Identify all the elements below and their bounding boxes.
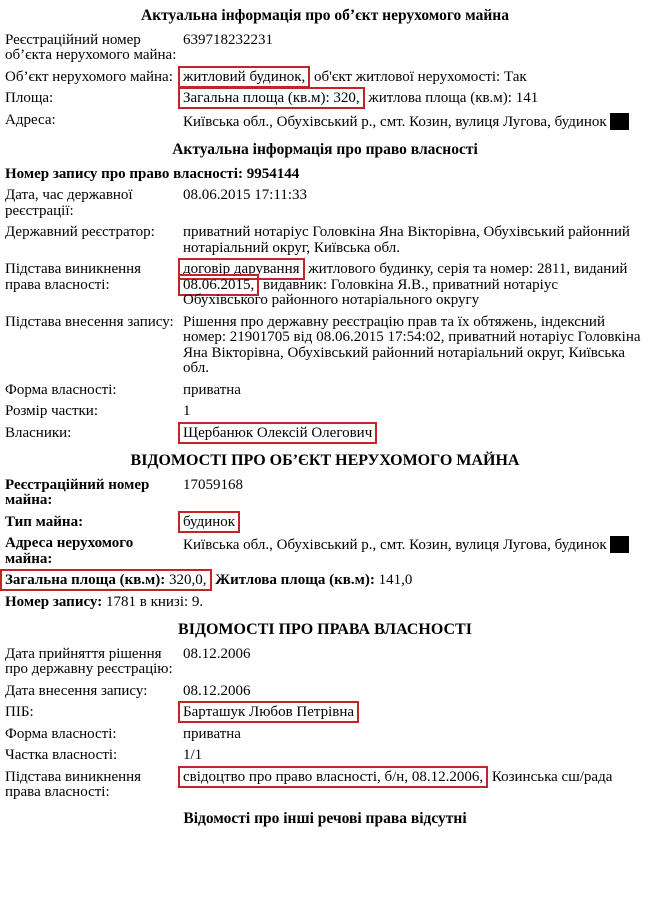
record-number-line: Номер запису про право власності: 9954144 [5,165,300,182]
reg-number-label: Реєстраційний номер об’єкта нерухомого майна: [5,31,177,63]
share-size-value: 1 [183,403,191,419]
field-reg-number [5,33,645,64]
section-title: Актуальна інформація про право власності [172,141,478,158]
ownership-form-value: приватна [183,381,241,398]
acquisition-ground-label: Підстава виникнення права власності: [5,261,142,293]
field-entry-ground [5,315,645,377]
highlight-box-owner-name: Щербанюк Олексій Олегович [178,422,377,444]
ownership-form-value: приватна [183,725,241,742]
rights-ground-value [183,770,645,801]
property-address-value [183,536,645,567]
field-address [5,113,645,131]
highlight-box-certificate: свідоцтво про право власності, б/н, 08.12.2006, [178,766,488,788]
highlight-box-pib-name: Барташук Любов Петрівна [178,701,359,723]
entry-date-value: 08.12.2006 [183,682,251,699]
address-label: Адреса: [5,111,56,128]
ownership-share-label: Частка власності: [5,747,118,763]
object-type-label: Об’єкт нерухомого майна: [5,68,173,85]
acquisition-ground-middle: житлового будинку, серія та номер: 2811, виданий [308,261,628,277]
property-reg-number-label: Реєстраційний номер майна: [5,476,150,508]
field-owners [5,426,645,442]
field-object-type [5,70,645,86]
section-rights-details [5,622,645,801]
acquisition-ground-end: видавник: Головкіна Я.В., приватний нотаріус Обухівського районного нотаріального округу [183,276,559,308]
field-share-size [5,404,645,420]
highlight-box-total-area-line [0,569,212,591]
decision-date-value: 08.12.2006 [183,645,251,662]
field-reg-datetime [5,188,645,219]
highlight-box-object-type: житловий будинок, [178,66,310,88]
rights-ground-rest: Козинська сш/рада [491,768,613,785]
section-title: ВІДОМОСТІ ПРО ОБ’ЄКТ НЕРУХОМОГО МАЙНА [130,452,520,469]
section-ownership-current [5,142,645,441]
section-object-current [5,8,645,130]
decision-date-label: Дата прийняття рішення про державну реєстрацію: [5,645,173,677]
field-ownership-form-2 [5,727,645,743]
property-reg-number-value: 17059168 [183,476,243,493]
section-title: Актуальна інформація про об’єкт нерухомого майна [141,7,509,24]
pib-label: ПІБ: [5,704,34,720]
field-ownership-form [5,383,645,399]
highlight-box-deed-date: 08.06.2015, [178,274,259,296]
reg-datetime-value: 08.06.2015 17:11:33 [183,187,308,203]
field-pib [5,705,645,721]
address-text: Київська обл., Обухівський р., смт. Козин, вулиця Лугова, будинок [183,113,607,130]
section-title: ВІДОМОСТІ ПРО ПРАВА ВЛАСНОСТІ [178,621,472,638]
record-value: 1781 в книзі: 9. [105,593,204,610]
object-type-rest: об'єкт житлової нерухомості: Так [314,68,527,85]
redaction-box-house-number [610,113,629,130]
field-rights-ground [5,770,645,801]
field-registrar [5,225,645,256]
field-entry-date [5,684,645,700]
highlight-box-total-area: Загальна площа (кв.м): 320, [178,87,365,109]
area-rest: житлова площа (кв.м): 141 [368,90,539,106]
entry-ground-label: Підстава внесення запису: [5,313,174,330]
field-property-address [5,536,645,567]
field-property-reg-number [5,478,645,509]
entry-date-label: Дата внесення запису: [5,682,148,699]
reg-number-value: 639718232231 [183,31,273,48]
address-value [183,113,645,131]
field-property-type [5,515,645,531]
field-record-line [5,595,645,611]
area-value [183,91,645,107]
owners-value [183,426,645,442]
ownership-share-value: 1/1 [183,747,203,763]
area-label: Площа: [5,90,54,106]
reg-datetime-label: Дата, час державної реєстрації: [5,187,133,219]
property-type-label: Тип майна: [5,513,84,530]
field-ownership-share [5,748,645,764]
living-area-value: 141,0 [378,572,413,588]
entry-ground-value: Рішення про державну реєстрацію прав та їх обтяжень, індексний номер: 21901705 від 08.06.2015 17:54:02, приватний нотаріус Головкіна Яна Вікторівна, Обухівський районний нотаріальний округ, Київська обл. [183,313,641,376]
field-acquisition-ground [5,262,645,309]
property-type-value [183,515,645,531]
object-type-value [183,70,645,86]
registrar-label: Державний реєстратор: [5,224,155,240]
share-size-label: Розмір частки: [5,403,98,419]
property-address-label: Адреса нерухомого майна: [5,535,134,567]
section-object-details [5,453,645,610]
pib-value [183,705,645,721]
redaction-box-house-number [610,536,629,553]
record-label: Номер запису: [5,593,103,610]
total-area-value: 320,0, [169,572,207,588]
owners-label: Власники: [5,424,72,441]
property-address-text: Київська обл., Обухівський р., смт. Козин, вулиця Лугова, будинок [183,537,607,553]
ownership-form-label: Форма власності: [5,381,117,398]
registrar-value: приватний нотаріус Головкіна Яна Вікторівна, Обухівський районний нотаріальний округ, Київська обл. [183,224,630,256]
total-area-label: Загальна площа (кв.м): [5,572,166,588]
field-areas-line [5,573,645,589]
field-area [5,91,645,107]
rights-ground-label: Підстава виникнення права власності: [5,768,142,800]
field-decision-date [5,647,645,678]
highlight-box-property-type: будинок [178,511,240,533]
highlight-box-deed-type: договір дарування [178,258,305,280]
living-area-label: Житлова площа (кв.м): [215,572,375,588]
acquisition-ground-value [183,262,645,309]
ownership-form-label: Форма власності: [5,725,117,742]
other-rights-absent-note: Відомості про інші речові права відсутні [183,809,467,827]
